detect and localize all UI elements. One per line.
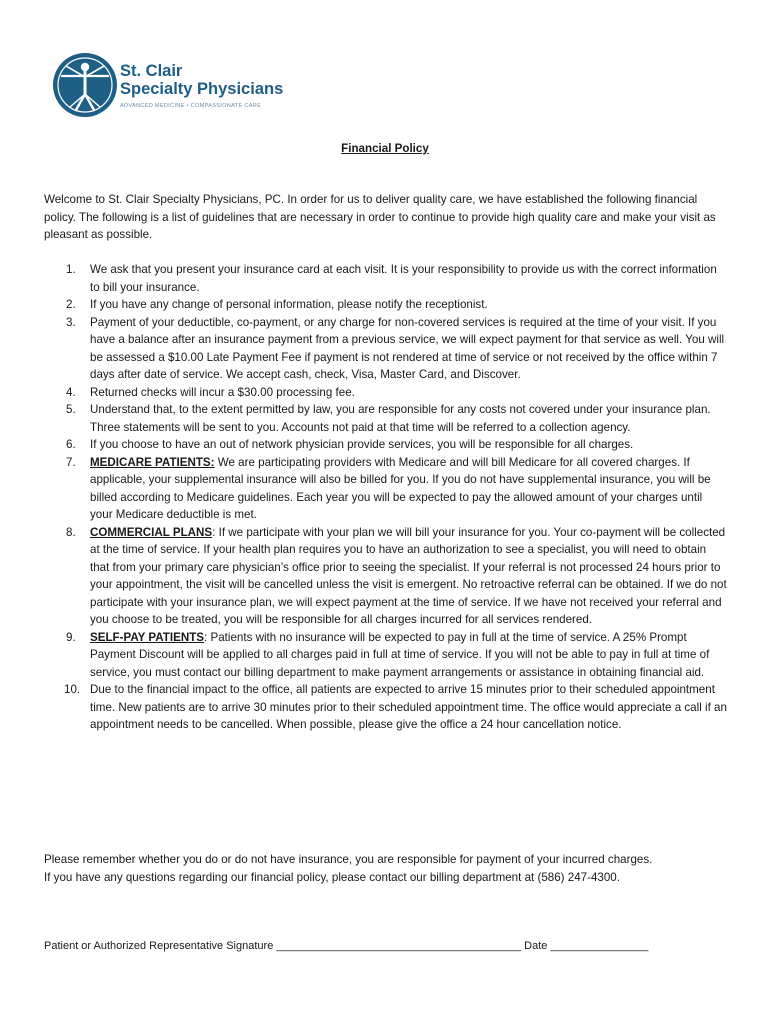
list-item: 8. COMMERCIAL PLANS: If we participate with your plan we will bill your insurance for you. Your co-payment will be collected at the time of service. If your health plan requires you to have an authorization to see a specialist, you will need to obtain that from your primary care physician’s office prior to seeing the specialist. If your referral is not processed 24 hours prior to your appointment, the visit will be cancelled unless the visit is emergent. No retroactive referral can be obtained. If we do not participate with your insurance plan, we will expect payment at the time of service. If we have not received your referral and you choose to be treated, you will be responsible for all charges incurred for all services rendered. — [66, 525, 727, 626]
closing-paragraph — [44, 851, 728, 886]
closing-line: If you have any questions regarding our financial policy, please contact our billing department at (586) 247-4300. — [44, 870, 620, 884]
logo-tagline: ADVANCED MEDICINE • COMPASSIONATE CARE — [120, 103, 262, 109]
list-item: 5. Understand that, to the extent permitted by law, you are responsible for any costs not covered under your insurance plan. Three statements will be sent to you. Accounts not paid at that time will be referred to a collection agency. — [66, 403, 711, 434]
list-item: 3. Payment of your deductible, co-payment, or any charge for non-covered services is required at the time of your visit. If you have a balance after an insurance payment from a previous service, we will expect payment for that service as well. You will be assessed a $10.00 Late Payment Fee if payment is not rendered at time of service or not received by the office within 7 days after date of service. We accept cash, check, Visa, Master Card, and Discover. — [66, 315, 725, 381]
list-item: 6. If you choose to have an out of network physician provide services, you will be responsible for all charges. — [66, 438, 634, 451]
medicare-heading: MEDICARE PATIENTS: — [90, 455, 215, 469]
list-item: 1. We ask that you present your insurance card at each visit. It is your responsibility to provide us with the correct information to bill your insurance. — [66, 263, 717, 294]
self-pay-heading: SELF-PAY PATIENTS — [90, 630, 205, 644]
list-item: 7. MEDICARE PATIENTS: We are participating providers with Medicare and will bill Medicare for all covered charges. If applicable, your supplemental insurance will also be billed for you. If you do not have supplemental insurance, you will be billed according to Medicare guidelines. Each year you will be expected to pay the allowed amount of your charges until your Medicare deductible is met. — [66, 455, 711, 521]
signature-label: Patient or Authorized Representative Signature — [44, 940, 274, 952]
commercial-heading: COMMERCIAL PLANS — [90, 525, 213, 539]
signature-block — [44, 938, 728, 956]
closing-line: Please remember whether you do or do not have insurance, you are responsible for payment of your incurred charges. — [44, 853, 653, 866]
list-item: 2. If you have any change of personal information, please notify the receptionist. — [66, 298, 488, 311]
logo-name-line2: Specialty Physicians — [120, 80, 284, 98]
date-field[interactable]: ________________ — [550, 940, 649, 952]
logo-name-line1: St. Clair — [120, 62, 183, 80]
vitruvian-man-icon — [52, 52, 118, 118]
list-item: 9. SELF-PAY PATIENTS: Patients with no insurance will be expected to pay in full at the time of service. A 25% Prompt Payment Discount will be applied to all charges paid in full at time of service. If you will not be able to pay in full at time of service, you must contact our billing department to make payment arrangements or assistance in obtaining financial aid. — [66, 630, 710, 679]
list-item: 4. Returned checks will incur a $30.00 processing fee. — [66, 385, 355, 399]
practice-logo — [52, 52, 282, 120]
intro-paragraph: Welcome to St. Clair Specialty Physicians, PC. In order for us to deliver quality care, we have established the following financial policy. The following is a list of guidelines that are necessary in order to continue to provide high quality care and make your visit as pleasant as possible. — [44, 193, 716, 241]
page-title: Financial Policy — [341, 142, 429, 155]
logo-wordmark — [120, 62, 283, 110]
list-item: 10. Due to the financial impact to the office, all patients are expected to arrive 15 minutes prior to their scheduled appointment time. New patients are to arrive 30 minutes prior to their scheduled appointment time. The office would appreciate a call if an appointment needs to be cancelled. When possible, please give the office a 24 hour cancellation notice. — [64, 683, 727, 731]
date-label: Date — [524, 940, 548, 952]
policy-list — [44, 261, 728, 734]
signature-field[interactable]: ________________________________________ — [276, 940, 522, 952]
